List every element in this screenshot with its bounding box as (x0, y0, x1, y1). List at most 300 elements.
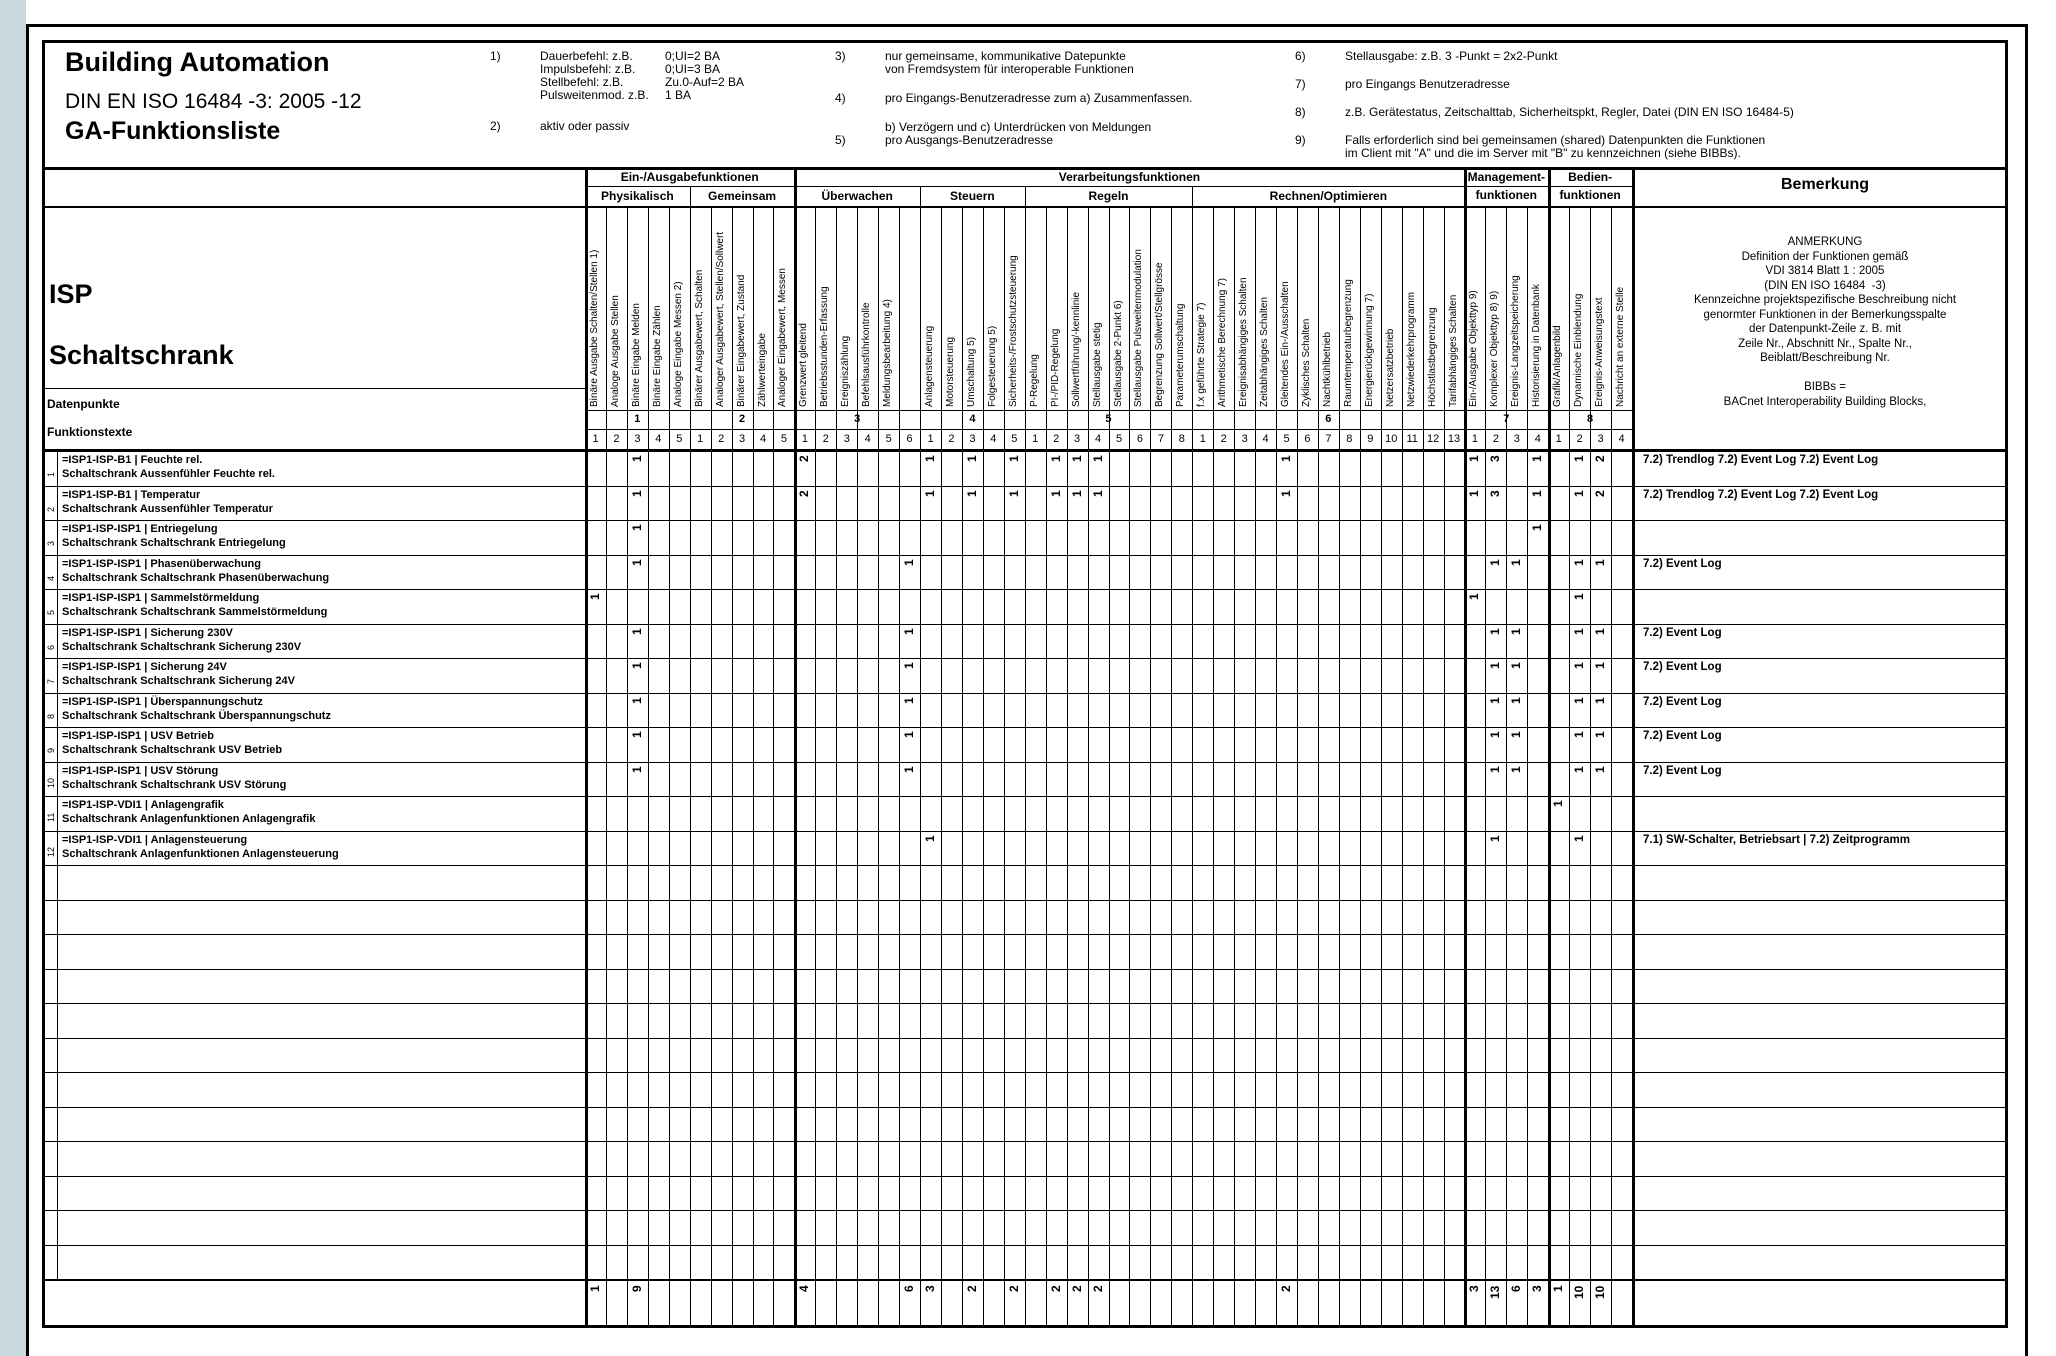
function-mark: 1 (1006, 455, 1021, 462)
row-line (45, 900, 2008, 901)
function-mark: 1 (629, 455, 644, 462)
footnote-text: pro Eingangs-Benutzeradresse zum a) Zusammenfassen. (885, 91, 1193, 105)
column-number: 5 (676, 433, 683, 445)
anmerkung-note: ANMERKUNG Definition der Funktionen gemäß VDI 3814 Blatt 1 : 2005 (DIN EN ISO 16484 -3) Kennzeichne projektspezifische Beschreibung nicht genormter Funktionen in der Bemerkungsspalte der Datenpunkt-Zeile z. B. mit Zeile Nr., Abschnitt Nr., Spalte Nr., Beiblatt/Beschreibung Nr. BIBBs = BACnet Interoperability Building Blocks, (1693, 236, 1957, 408)
function-mark: 1 (588, 593, 602, 600)
function-mark: 1 (902, 558, 917, 566)
column-label: Analoge Ausgabe Stellen (609, 295, 621, 407)
column-number: 9 (1367, 433, 1374, 445)
function-mark: 1 (1488, 627, 1503, 635)
function-mark: 1 (1488, 696, 1503, 704)
column-label: Komplexer Objekttyp 8) 9) (1489, 290, 1501, 407)
column-label: Tarifabhängiges Schalten (1447, 294, 1459, 407)
function-mark: 1 (1530, 524, 1545, 531)
column-number: 2 (1053, 433, 1060, 445)
column-label: Meldungsbearbeitung 4) (882, 299, 894, 407)
column-number: 4 (1618, 433, 1625, 445)
group-header: Verarbeitungsfunktionen (1058, 170, 1201, 184)
function-mark: 1 (1467, 489, 1482, 497)
function-mark: 1 (1572, 593, 1587, 600)
column-number: 2 (1492, 433, 1499, 445)
total-count: 3 (1467, 1285, 1482, 1292)
column-label: Nachricht an externe Stelle (1615, 286, 1627, 407)
table-row[interactable] (45, 520, 2008, 555)
total-count: 2 (964, 1285, 979, 1292)
column-label: Gleitendes Ein-/Ausschalten (1280, 281, 1292, 407)
function-mark: 1 (1069, 455, 1084, 462)
column-number: 3 (1241, 433, 1248, 445)
column-label: Netzwiederkehrprogramm (1405, 291, 1417, 407)
column-number: 8 (1346, 433, 1353, 445)
column-number: 4 (1534, 433, 1541, 445)
subgroup-header: Rechnen/Optimieren (1269, 189, 1388, 203)
footnote-number: 4) (835, 91, 846, 105)
column-label: Zyklisches Schalten (1300, 318, 1312, 407)
total-count: 2 (1069, 1285, 1084, 1292)
column-label: Ereigniszählung (840, 335, 852, 407)
subgroup-number: 4 (969, 413, 976, 425)
row-text: Schaltschrank Schaltschrank Sammelstörmeldung (62, 606, 328, 618)
column-number: 4 (1094, 433, 1102, 445)
row-line (45, 969, 2008, 970)
subgroup-header: Steuern (950, 189, 995, 203)
function-mark: 1 (1069, 489, 1084, 497)
function-mark: 1 (1572, 489, 1587, 497)
total-count: 13 (1488, 1285, 1503, 1299)
column-label: Ereignisabhängiges Schalten (1238, 277, 1250, 407)
function-mark: 1 (1593, 696, 1608, 704)
footnote-text: von Fremdsystem für interoperable Funktionen (885, 62, 1134, 76)
column-number: 3 (634, 433, 641, 445)
column-number: 11 (1406, 433, 1418, 445)
column-number: 2 (718, 433, 725, 445)
row-text: Schaltschrank Schaltschrank Entriegelung (62, 537, 286, 549)
column-number: 4 (864, 433, 871, 445)
total-count: 2 (1048, 1285, 1063, 1292)
function-mark: 2 (1593, 489, 1608, 497)
function-mark: 1 (1572, 731, 1587, 738)
column-label: Zeitabhängiges Schalten (1259, 296, 1271, 407)
row-number: 5 (46, 609, 56, 615)
column-number: 5 (1283, 433, 1290, 445)
function-mark: 1 (1593, 627, 1608, 635)
column-label: Dynamische Einblendung (1573, 293, 1585, 407)
table-row[interactable] (45, 486, 2008, 521)
row-address: =ISP1-ISP-ISP1 | Sammelstörmeldung (62, 592, 260, 604)
subgroup-number: 8 (1587, 413, 1594, 425)
footnote-text: pro Ausgangs-Benutzeradresse (885, 133, 1054, 147)
function-mark: 1 (1572, 834, 1587, 842)
row-address: =ISP1-ISP-ISP1 | USV Betrieb (62, 730, 214, 742)
row-line (45, 1072, 2008, 1073)
footnote-number: 1) (490, 49, 501, 63)
function-mark: 3 (1488, 455, 1503, 462)
column-label: Raumtemperaturbegrenzung (1342, 279, 1354, 407)
row-number: 6 (46, 644, 56, 650)
column-label: Umschaltung 5) (965, 336, 977, 407)
group-header-line2: funktionen (1475, 188, 1537, 202)
subgroup-number: 7 (1503, 413, 1510, 425)
row-number: 10 (46, 777, 56, 788)
function-mark: 1 (1572, 455, 1587, 462)
footnote-value: 1 BA (665, 88, 692, 102)
footnote-number: 6) (1295, 49, 1306, 63)
column-number: 5 (1011, 433, 1018, 445)
table-row[interactable] (45, 658, 2008, 693)
function-mark: 1 (902, 765, 917, 773)
footnote-text: pro Eingangs Benutzeradresse (1345, 77, 1510, 91)
cabinet-title: Schaltschrank (49, 340, 234, 370)
row-line (45, 1038, 2008, 1039)
footnote-number: 2) (490, 119, 501, 133)
column-label: Analoge Eingabe Messen 2) (672, 281, 684, 407)
function-mark: 1 (1279, 489, 1294, 497)
column-label: Sicherheits-/Frostschutzsteuerung (1007, 255, 1019, 407)
row-address: =ISP1-ISP-VDI1 | Anlagengrafik (62, 799, 224, 811)
footnote-text: im Client mit "A" und die im Server mit "B" zu kennzeichnen (siehe BIBBs). (1345, 146, 1741, 160)
total-count: 2 (1006, 1285, 1021, 1292)
row-line (45, 934, 2008, 935)
column-label: Ein-/Ausgabe Objekttyp 9) (1468, 290, 1480, 407)
column-number: 12 (1426, 433, 1440, 445)
row-line (45, 1210, 2008, 1211)
column-number: 1 (1471, 433, 1479, 445)
function-mark: 1 (1530, 489, 1545, 497)
row-text: Schaltschrank Schaltschrank USV Störung (62, 778, 287, 791)
row-address: =ISP1-ISP-ISP1 | Entriegelung (62, 523, 218, 535)
function-mark: 1 (1006, 489, 1021, 497)
column-label: Stellausgabe Pulsweitenmodulation (1133, 249, 1145, 407)
function-mark: 1 (629, 696, 644, 704)
function-mark: 1 (1593, 558, 1608, 566)
total-count: 1 (588, 1285, 602, 1292)
column-number: 5 (885, 433, 892, 445)
row-remark: 7.2) Event Log (1643, 661, 1722, 673)
column-label: Anlagensteuerung (924, 325, 936, 407)
function-mark: 1 (1509, 731, 1524, 738)
function-mark: 1 (1509, 558, 1524, 566)
footnote-text: Impulsbefehl: z.B. (540, 62, 636, 76)
function-mark: 1 (1572, 558, 1587, 566)
function-mark: 1 (923, 455, 938, 462)
footnote-text: Dauerbefehl: z.B. (540, 49, 633, 63)
function-mark: 2 (1593, 455, 1608, 462)
function-mark: 1 (1279, 455, 1294, 462)
column-number: 1 (801, 433, 808, 445)
column-label: Energierückgewinnung 7) (1363, 293, 1375, 407)
column-number: 3 (969, 433, 976, 445)
grid-hline (45, 206, 2008, 208)
row-address: =ISP1-ISP-ISP1 | Phasenüberwachung (62, 557, 261, 570)
row-number: 12 (46, 846, 56, 857)
function-mark: 1 (1509, 662, 1524, 669)
row-address: =ISP1-ISP-B1 | Temperatur (62, 488, 201, 501)
column-label: Historisierung in Datenbank (1531, 284, 1543, 407)
doc-subtitle: GA-Funktionsliste (65, 117, 281, 145)
row-text: Schaltschrank Schaltschrank Sicherung 24V (62, 675, 295, 687)
row-number: 8 (46, 713, 56, 719)
column-number: 4 (990, 433, 997, 445)
function-mark: 1 (1488, 662, 1503, 669)
group-header: Bedien- (1568, 170, 1613, 184)
function-mark: 1 (902, 627, 917, 635)
row-line (45, 1107, 2008, 1108)
column-number: 3 (1074, 433, 1081, 445)
function-mark: 1 (923, 834, 938, 842)
row-remark: 7.2) Event Log (1643, 764, 1722, 777)
total-count: 6 (902, 1285, 917, 1292)
subgroup-number: 2 (738, 413, 746, 425)
function-mark: 1 (1090, 489, 1105, 497)
footnote-text: Stellausgabe: z.B. 3 -Punkt = 2x2-Punkt (1345, 49, 1558, 63)
row-number: 4 (46, 575, 56, 581)
subgroup-header: Überwachen (821, 189, 893, 203)
row-remark: 7.2) Trendlog 7.2) Event Log 7.2) Event Log (1643, 488, 1879, 501)
function-mark: 1 (1509, 765, 1524, 773)
row-remark: 7.2) Event Log (1643, 695, 1722, 708)
row-address: =ISP1-ISP-ISP1 | USV Störung (62, 764, 219, 777)
label-funktionstexte: Funktionstexte (47, 425, 133, 439)
table-row[interactable] (45, 555, 2008, 590)
row-text: Schaltschrank Schaltschrank USV Betrieb (62, 744, 283, 756)
footnote-number: 5) (835, 133, 846, 147)
column-label: Befehlsausführkontrolle (861, 302, 873, 407)
row-text: Schaltschrank Anlagenfunktionen Anlagengrafik (62, 813, 316, 825)
total-count: 9 (629, 1285, 644, 1292)
row-number: 3 (46, 540, 56, 546)
column-number: 4 (1262, 433, 1269, 445)
function-mark: 1 (629, 489, 644, 497)
row-line (45, 1003, 2008, 1004)
function-mark: 1 (1509, 627, 1524, 635)
function-mark: 1 (1551, 800, 1566, 807)
column-label: Zählwerteingabe (756, 333, 768, 407)
column-label: Grenzwert gleitend (798, 323, 810, 407)
subgroup-number: 6 (1325, 413, 1332, 425)
column-number: 1 (697, 433, 704, 445)
total-count: 3 (1530, 1285, 1545, 1292)
group-header-line2: funktionen (1559, 188, 1621, 202)
column-label: Grafik/Anlagenbild (1552, 325, 1564, 407)
total-count: 4 (797, 1285, 812, 1292)
column-number: 3 (843, 433, 850, 445)
grid-hline (45, 388, 585, 389)
function-mark: 1 (1572, 696, 1587, 704)
column-number: 5 (1115, 433, 1123, 445)
table-row[interactable] (45, 762, 2008, 797)
footnote-text: z.B. Gerätestatus, Zeitschalttab, Sicherheitspkt, Regler, Datei (DIN EN ISO 16484-5) (1345, 105, 1794, 119)
label-datenpunkte: Datenpunkte (47, 397, 120, 411)
function-mark: 1 (1467, 593, 1482, 600)
row-address: =ISP1-ISP-VDI1 | Anlagensteuerung (62, 833, 248, 846)
function-mark: 1 (629, 524, 644, 531)
column-label: Arithmetische Berechnung 7) (1217, 278, 1229, 407)
table-row[interactable] (45, 727, 2008, 762)
total-count: 3 (923, 1285, 938, 1292)
total-count: 6 (1509, 1285, 1524, 1292)
bemerkung-header: Bemerkung (1780, 176, 1870, 193)
column-label: Folgesteuerung 5) (986, 325, 998, 407)
column-number: 2 (822, 433, 829, 445)
column-label: Binäre Ausgabe Schalten/Stellen 1) (589, 249, 600, 407)
column-number: 6 (906, 433, 913, 445)
window-left-border (0, 0, 26, 1356)
column-label: Parameterumschaltung (1175, 303, 1187, 407)
column-number: 1 (1555, 433, 1562, 445)
column-number: 10 (1385, 433, 1398, 445)
function-mark: 1 (964, 489, 979, 497)
table-row[interactable] (45, 693, 2008, 728)
function-mark: 1 (902, 731, 917, 738)
row-line (45, 1245, 2008, 1246)
function-mark: 2 (797, 455, 812, 462)
column-label: Stellausgabe stetig (1091, 322, 1103, 407)
function-mark: 1 (1572, 765, 1587, 773)
row-address: =ISP1-ISP-ISP1 | Sicherung 230V (62, 626, 233, 639)
footnote-number: 8) (1295, 105, 1306, 119)
column-number: 1 (1199, 433, 1206, 445)
row-number: 7 (46, 678, 56, 684)
column-number: 2 (1220, 433, 1227, 445)
row-number: 11 (46, 812, 56, 822)
row-remark: 7.2) Trendlog 7.2) Event Log 7.2) Event Log (1643, 454, 1879, 466)
row-remark: 7.2) Event Log (1643, 730, 1722, 742)
footnote-text: nur gemeinsame, kommunikative Datepunkte (885, 49, 1126, 63)
row-number: 2 (46, 506, 56, 512)
footnote-text: Stellbefehl: z.B. (540, 75, 624, 89)
function-mark: 1 (1572, 627, 1587, 635)
column-number: 3 (1513, 433, 1520, 445)
function-mark: 1 (1048, 489, 1063, 497)
group-header: Ein-/Ausgabefunktionen (620, 170, 759, 184)
column-label: Motorsteuerung (944, 336, 956, 407)
row-line (45, 865, 2008, 866)
footnote-text: b) Verzögern und c) Unterdrücken von Meldungen (885, 120, 1152, 134)
group-title: ISP (49, 279, 93, 309)
function-mark: 1 (1467, 455, 1482, 462)
function-mark: 1 (964, 455, 979, 462)
subgroup-number: 5 (1105, 413, 1112, 425)
function-mark: 1 (629, 765, 644, 773)
column-label: Betriebsstunden-Erfassung (819, 286, 831, 407)
function-mark: 1 (1048, 455, 1063, 462)
column-label: Ereignis-Anweisungstext (1594, 297, 1606, 407)
column-number: 5 (780, 433, 788, 445)
row-text: Schaltschrank Schaltschrank Überspannungschutz (62, 709, 331, 722)
column-number: 4 (759, 433, 767, 445)
column-label: Analoger Eingabewert, Messen (777, 268, 789, 407)
row-remark: 7.1) SW-Schalter, Betriebsart | 7.2) Zeitprogramm (1643, 833, 1910, 846)
table-row[interactable] (45, 451, 2008, 486)
group-header: Management- (1467, 170, 1546, 184)
totals-top-line (45, 1279, 2008, 1281)
column-label: Begrenzung Sollwert/Stellgrösse (1154, 262, 1166, 407)
subgroup-header: Gemeinsam (708, 189, 777, 203)
column-number: 3 (739, 433, 746, 445)
footnote-number: 7) (1295, 77, 1306, 91)
column-number: 8 (1178, 433, 1185, 445)
doc-title: Building Automation (65, 47, 330, 77)
column-number: 1 (1032, 433, 1039, 445)
row-address: =ISP1-ISP-B1 | Feuchte rel. (62, 454, 203, 466)
total-count: 1 (1551, 1285, 1566, 1292)
column-label: f.x geführte Strategie 7) (1196, 302, 1208, 407)
function-mark: 1 (1593, 662, 1608, 669)
column-number: 2 (1576, 433, 1583, 445)
function-mark: 1 (629, 731, 644, 738)
function-list-sheet (42, 40, 2008, 1328)
column-number: 1 (927, 433, 934, 445)
footnote-text: Pulsweitenmod. z.B. (540, 88, 649, 102)
function-mark: 1 (923, 489, 938, 497)
table-row[interactable] (45, 796, 2008, 831)
table-row[interactable] (45, 624, 2008, 659)
row-line (45, 1176, 2008, 1177)
function-mark: 1 (1530, 455, 1545, 462)
function-mark: 1 (629, 627, 644, 635)
row-text: Schaltschrank Schaltschrank Phasenüberwachung (62, 571, 330, 584)
table-row[interactable] (45, 831, 2008, 866)
column-number: 13 (1447, 433, 1461, 445)
function-mark: 1 (902, 662, 917, 669)
column-number: 2 (948, 433, 955, 445)
table-row[interactable] (45, 589, 2008, 624)
column-number: 6 (1136, 433, 1143, 445)
function-mark: 1 (1509, 696, 1524, 704)
column-label: Binärer Eingabewert, Zustand (735, 274, 747, 407)
row-number: 9 (46, 747, 56, 753)
total-count: 2 (1090, 1285, 1105, 1292)
footnote-text: Falls erforderlich sind bei gemeinsamen (shared) Datenpunkten die Funktionen (1345, 133, 1766, 147)
column-label: Sollwertführung/-kennlinie (1070, 291, 1082, 407)
column-label: Netzersatzbetrieb (1384, 328, 1396, 407)
subgroup-header: Regeln (1088, 189, 1129, 203)
row-text: Schaltschrank Aussenfühler Temperatur (62, 502, 273, 515)
column-number: 4 (655, 433, 662, 445)
column-number: 1 (592, 433, 599, 445)
column-number: 7 (1157, 433, 1164, 445)
subgroup-number: 3 (854, 413, 861, 425)
function-mark: 1 (1488, 558, 1503, 566)
function-mark: 1 (1593, 731, 1608, 738)
subgroup-header: Physikalisch (600, 189, 674, 203)
doc-standard: DIN EN ISO 16484 -3: 2005 -12 (65, 90, 362, 113)
function-mark: 3 (1488, 489, 1503, 497)
column-label: Analoger Ausgabewert, Stellen/Sollwert (714, 231, 726, 407)
row-text: Schaltschrank Anlagenfunktionen Anlagensteuerung (62, 847, 339, 860)
footnote-value: 0;UI=2 BA (665, 49, 721, 63)
function-mark: 1 (902, 696, 917, 704)
column-label: Binärer Ausgabewert, Schalten (693, 269, 705, 407)
function-mark: 1 (629, 558, 644, 566)
row-text: Schaltschrank Aussenfühler Feuchte rel. (62, 468, 275, 480)
row-line (45, 1141, 2008, 1142)
function-mark: 1 (1090, 455, 1105, 462)
function-mark: 2 (797, 489, 812, 497)
footnote-value: Zu.0-Auf=2 BA (665, 75, 745, 89)
subgroup-number: 1 (634, 413, 641, 425)
row-address: =ISP1-ISP-ISP1 | Überspannungschutz (62, 695, 263, 708)
column-label: Binäre Eingabe Zählen (651, 305, 663, 407)
column-number: 2 (613, 433, 620, 445)
row-remark: 7.2) Event Log (1643, 557, 1722, 570)
footnote-number: 3) (835, 49, 846, 63)
column-label: Binäre Eingabe Melden (630, 303, 642, 407)
column-label: PI-/PID-Regelung (1049, 328, 1061, 407)
column-label: Stellausgabe 2-Punkt 6) (1112, 300, 1124, 407)
footnote-number: 9) (1295, 133, 1306, 147)
row-address: =ISP1-ISP-ISP1 | Sicherung 24V (62, 661, 227, 673)
